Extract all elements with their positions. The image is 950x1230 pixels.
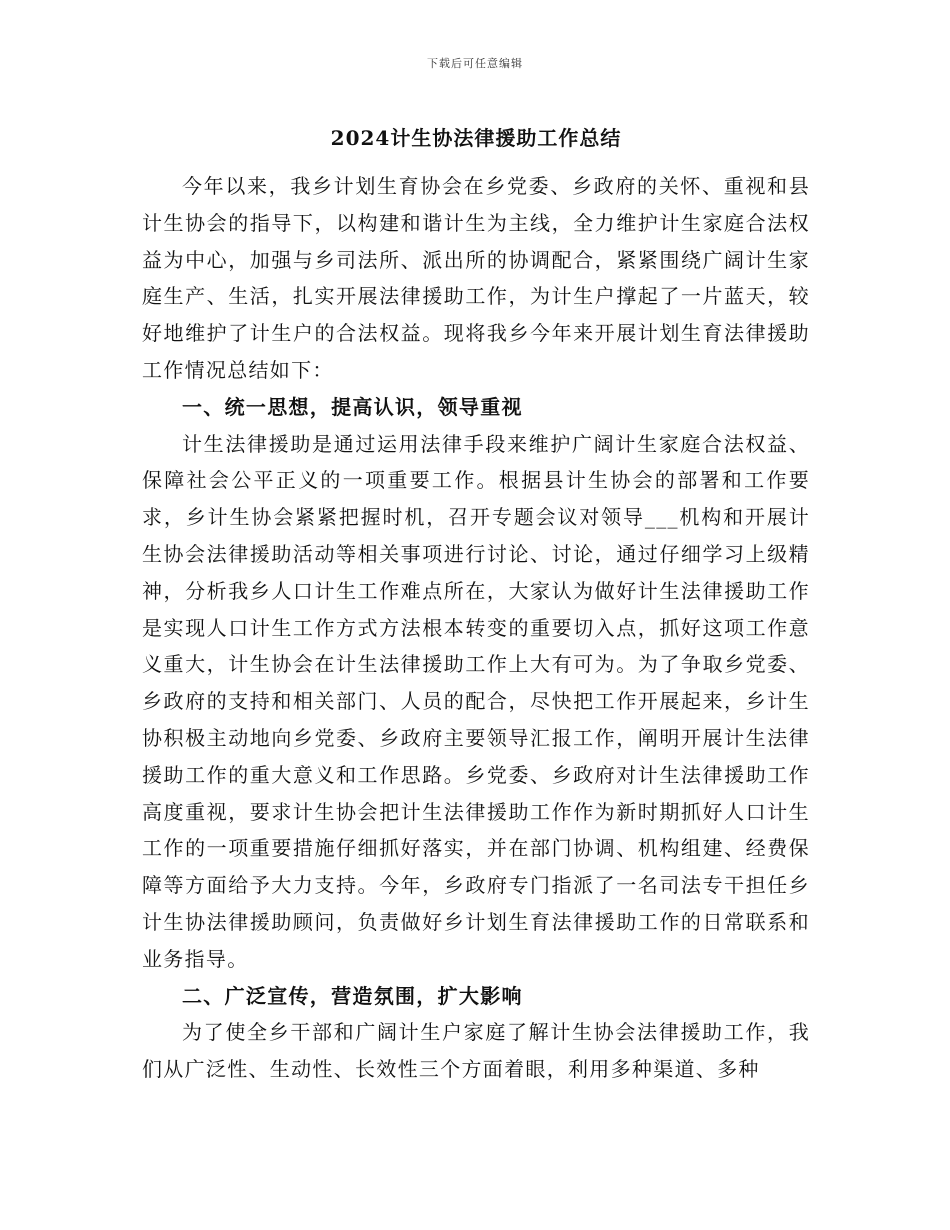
section-2-heading: 二、广泛宣传，营造氛围，扩大影响 (182, 983, 523, 1008)
section-1-paragraph: 计生法律援助是通过运用法律手段来维护广阔计生家庭合法权益、保障社会公平正义的一项重要工作。根据县计生协会的部署和工作要求，乡计生协会紧紧把握时机，召开专题会议对领导___机构和开展计生协会法律援助活动等相关事项进行讨论、讨论，通过仔细学习上级精神，分析我乡人口计生工作难点所在，大家认为做好计生法律援助工作是实现人口计生工作方式方法根本转变的重要切入点，抓好这项工作意义重大，计生协会在计生法律援助工作上大有可为。为了争取乡党委、乡政府的支持和相关部门、人员的配合，尽快把工作开展起来，乡计生协积极主动地向乡党委、乡政府主要领导汇报工作，阐明开展计生法律援助工作的重大意义和工作思路。乡党委、乡政府对计生法律援助工作高度重视，要求计生协会把计生法律援助工作作为新时期抓好人口计生工作的一项重要措施仔细抓好落实，并在部门协调、机构组建、经费保障等方面给予大力支持。今年，乡政府专门指派了一名司法专干担任乡计生协法律援助顾问，负责做好乡计划生育法律援助工作的日常联系和业务指导。 (142, 431, 810, 971)
document-title: 2024计生协法律援助工作总结 (330, 126, 622, 150)
intro-paragraph: 今年以来，我乡计划生育协会在乡党委、乡政府的关怀、重视和县计生协会的指导下，以构建和谐计生为主线，全力维护计生家庭合法权益为中心，加强与乡司法所、派出所的协调配合，紧紧围绕广阔计生家庭生产、生活，扎实开展法律援助工作，为计生户撑起了一片蓝天，较好地维护了计生户的合法权益。现将我乡今年来开展计划生育法律援助工作情况总结如下： (142, 174, 810, 382)
document-body (142, 168, 810, 1088)
header-note: 下载后可任意编辑 (427, 57, 523, 70)
document-content (142, 118, 810, 1088)
section-1-heading: 一、统一思想，提高认识，领导重视 (182, 394, 523, 419)
section-2-paragraph: 为了使全乡干部和广阔计生户家庭了解计生协会法律援助工作，我们从广泛性、生动性、长效性三个方面着眼，利用多种渠道、多种 (142, 1020, 810, 1082)
